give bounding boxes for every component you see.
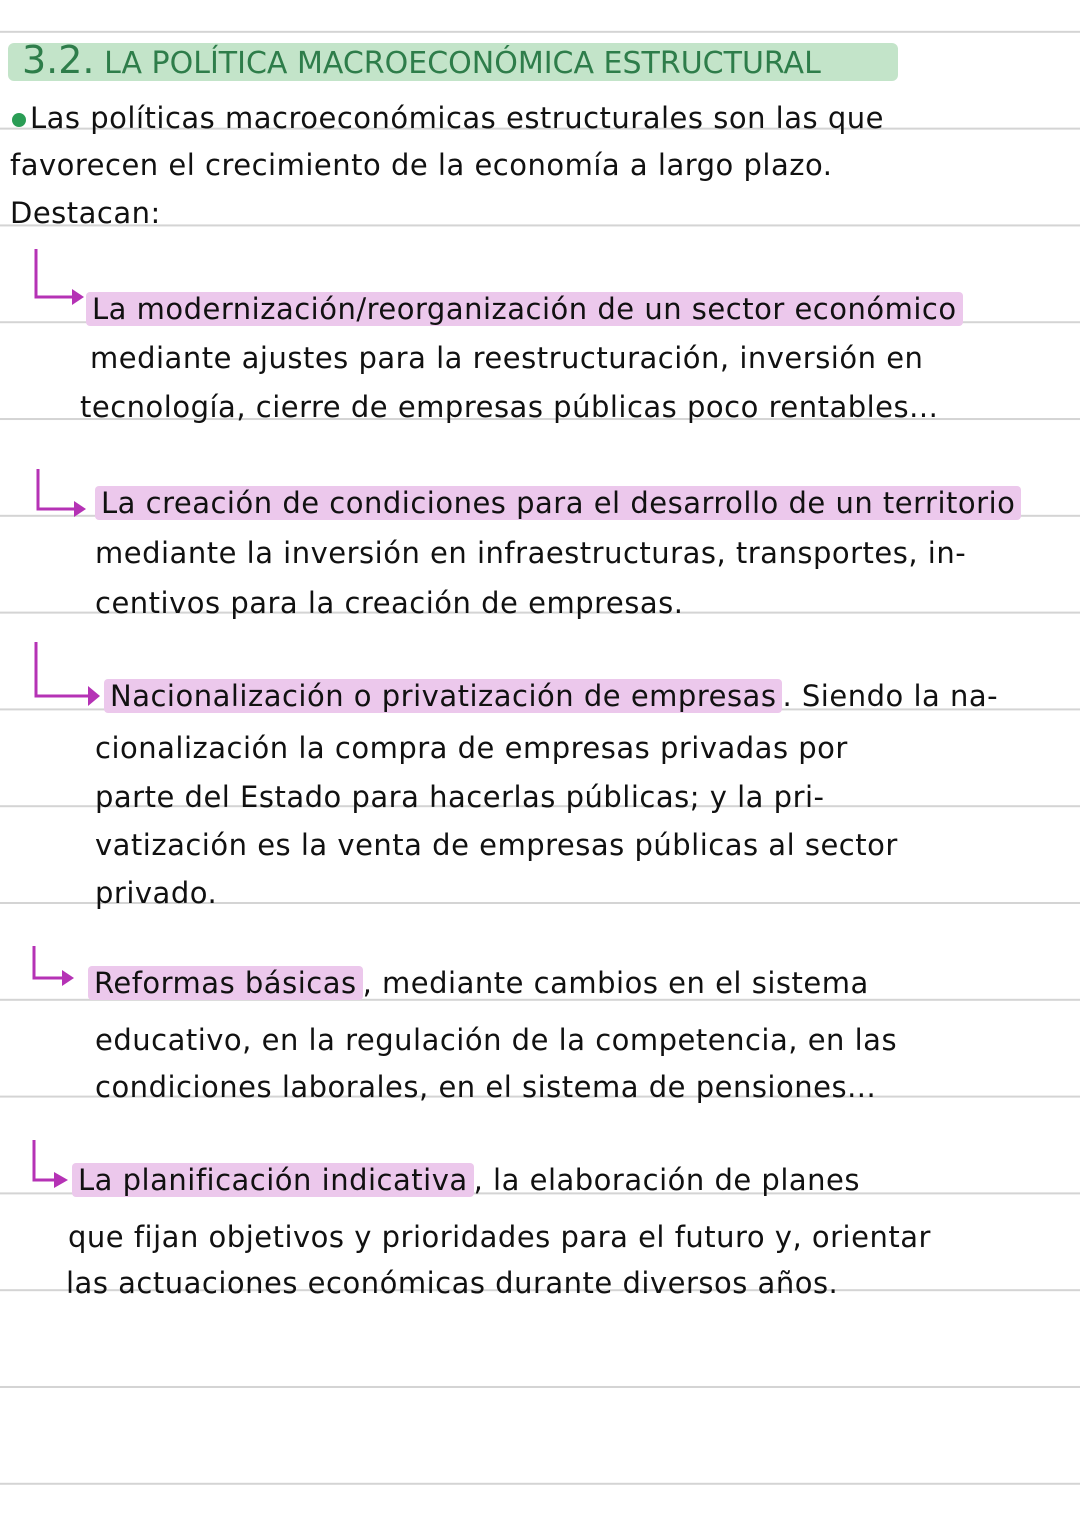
highlight-text: Reformas básicas: [88, 966, 363, 1000]
intro-line: favorecen el crecimiento de la economía a largo plazo.: [10, 148, 833, 182]
arrow-icon: [32, 465, 92, 525]
page-title: [22, 38, 821, 82]
highlight-text: La creación de condiciones para el desarrollo de un territorio: [95, 486, 1021, 520]
item-line: que fijan objetivos y prioridades para el futuro y, orientar: [68, 1220, 931, 1254]
item-heading: [88, 963, 869, 1003]
item-line: tecnología, cierre de empresas públicas poco rentables...: [80, 390, 939, 424]
item-line: mediante la inversión en infraestructuras, transportes, in-: [95, 536, 967, 570]
item-line: parte del Estado para hacerlas públicas; y la pri-: [95, 780, 825, 814]
item-line: las actuaciones económicas durante diversos años.: [66, 1266, 839, 1300]
intro-text: Las políticas macroeconómicas estructurales son las que: [30, 101, 884, 135]
item-heading: [86, 289, 963, 329]
item-line: centivos para la creación de empresas.: [95, 586, 684, 620]
bullet-icon: [12, 113, 26, 127]
intro-line: [12, 98, 884, 138]
arrow-icon: [28, 942, 88, 992]
item-line: cionalización la compra de empresas privadas por: [95, 731, 848, 765]
item-heading: [104, 676, 998, 716]
item-line: educativo, en la regulación de la competencia, en las: [95, 1023, 898, 1057]
item-line: vatización es la venta de empresas públicas al sector: [95, 828, 898, 862]
arrow-icon: [28, 1136, 78, 1196]
highlight-text: La planificación indicativa: [72, 1163, 474, 1197]
item-line: condiciones laborales, en el sistema de pensiones...: [95, 1070, 877, 1104]
item-line: privado.: [95, 876, 218, 910]
section-number: 3.2.: [22, 38, 95, 82]
item-heading: [95, 483, 1021, 523]
section-title: LA POLÍTICA MACROECONÓMICA ESTRUCTURAL: [104, 46, 821, 81]
item-line: mediante ajustes para la reestructuración, inversión en: [90, 341, 924, 375]
intro-line: Destacan:: [10, 196, 161, 230]
arrow-icon: [30, 245, 90, 305]
highlight-text: La modernización/reorganización de un sector económico: [86, 292, 963, 326]
heading-rest: . Siendo la na-: [782, 679, 999, 713]
item-heading: [72, 1160, 860, 1200]
heading-rest: , mediante cambios en el sistema: [362, 966, 869, 1000]
arrow-icon: [30, 640, 105, 710]
highlight-text: Nacionalización o privatización de empresas: [104, 679, 782, 713]
heading-rest: , la elaboración de planes: [473, 1163, 860, 1197]
